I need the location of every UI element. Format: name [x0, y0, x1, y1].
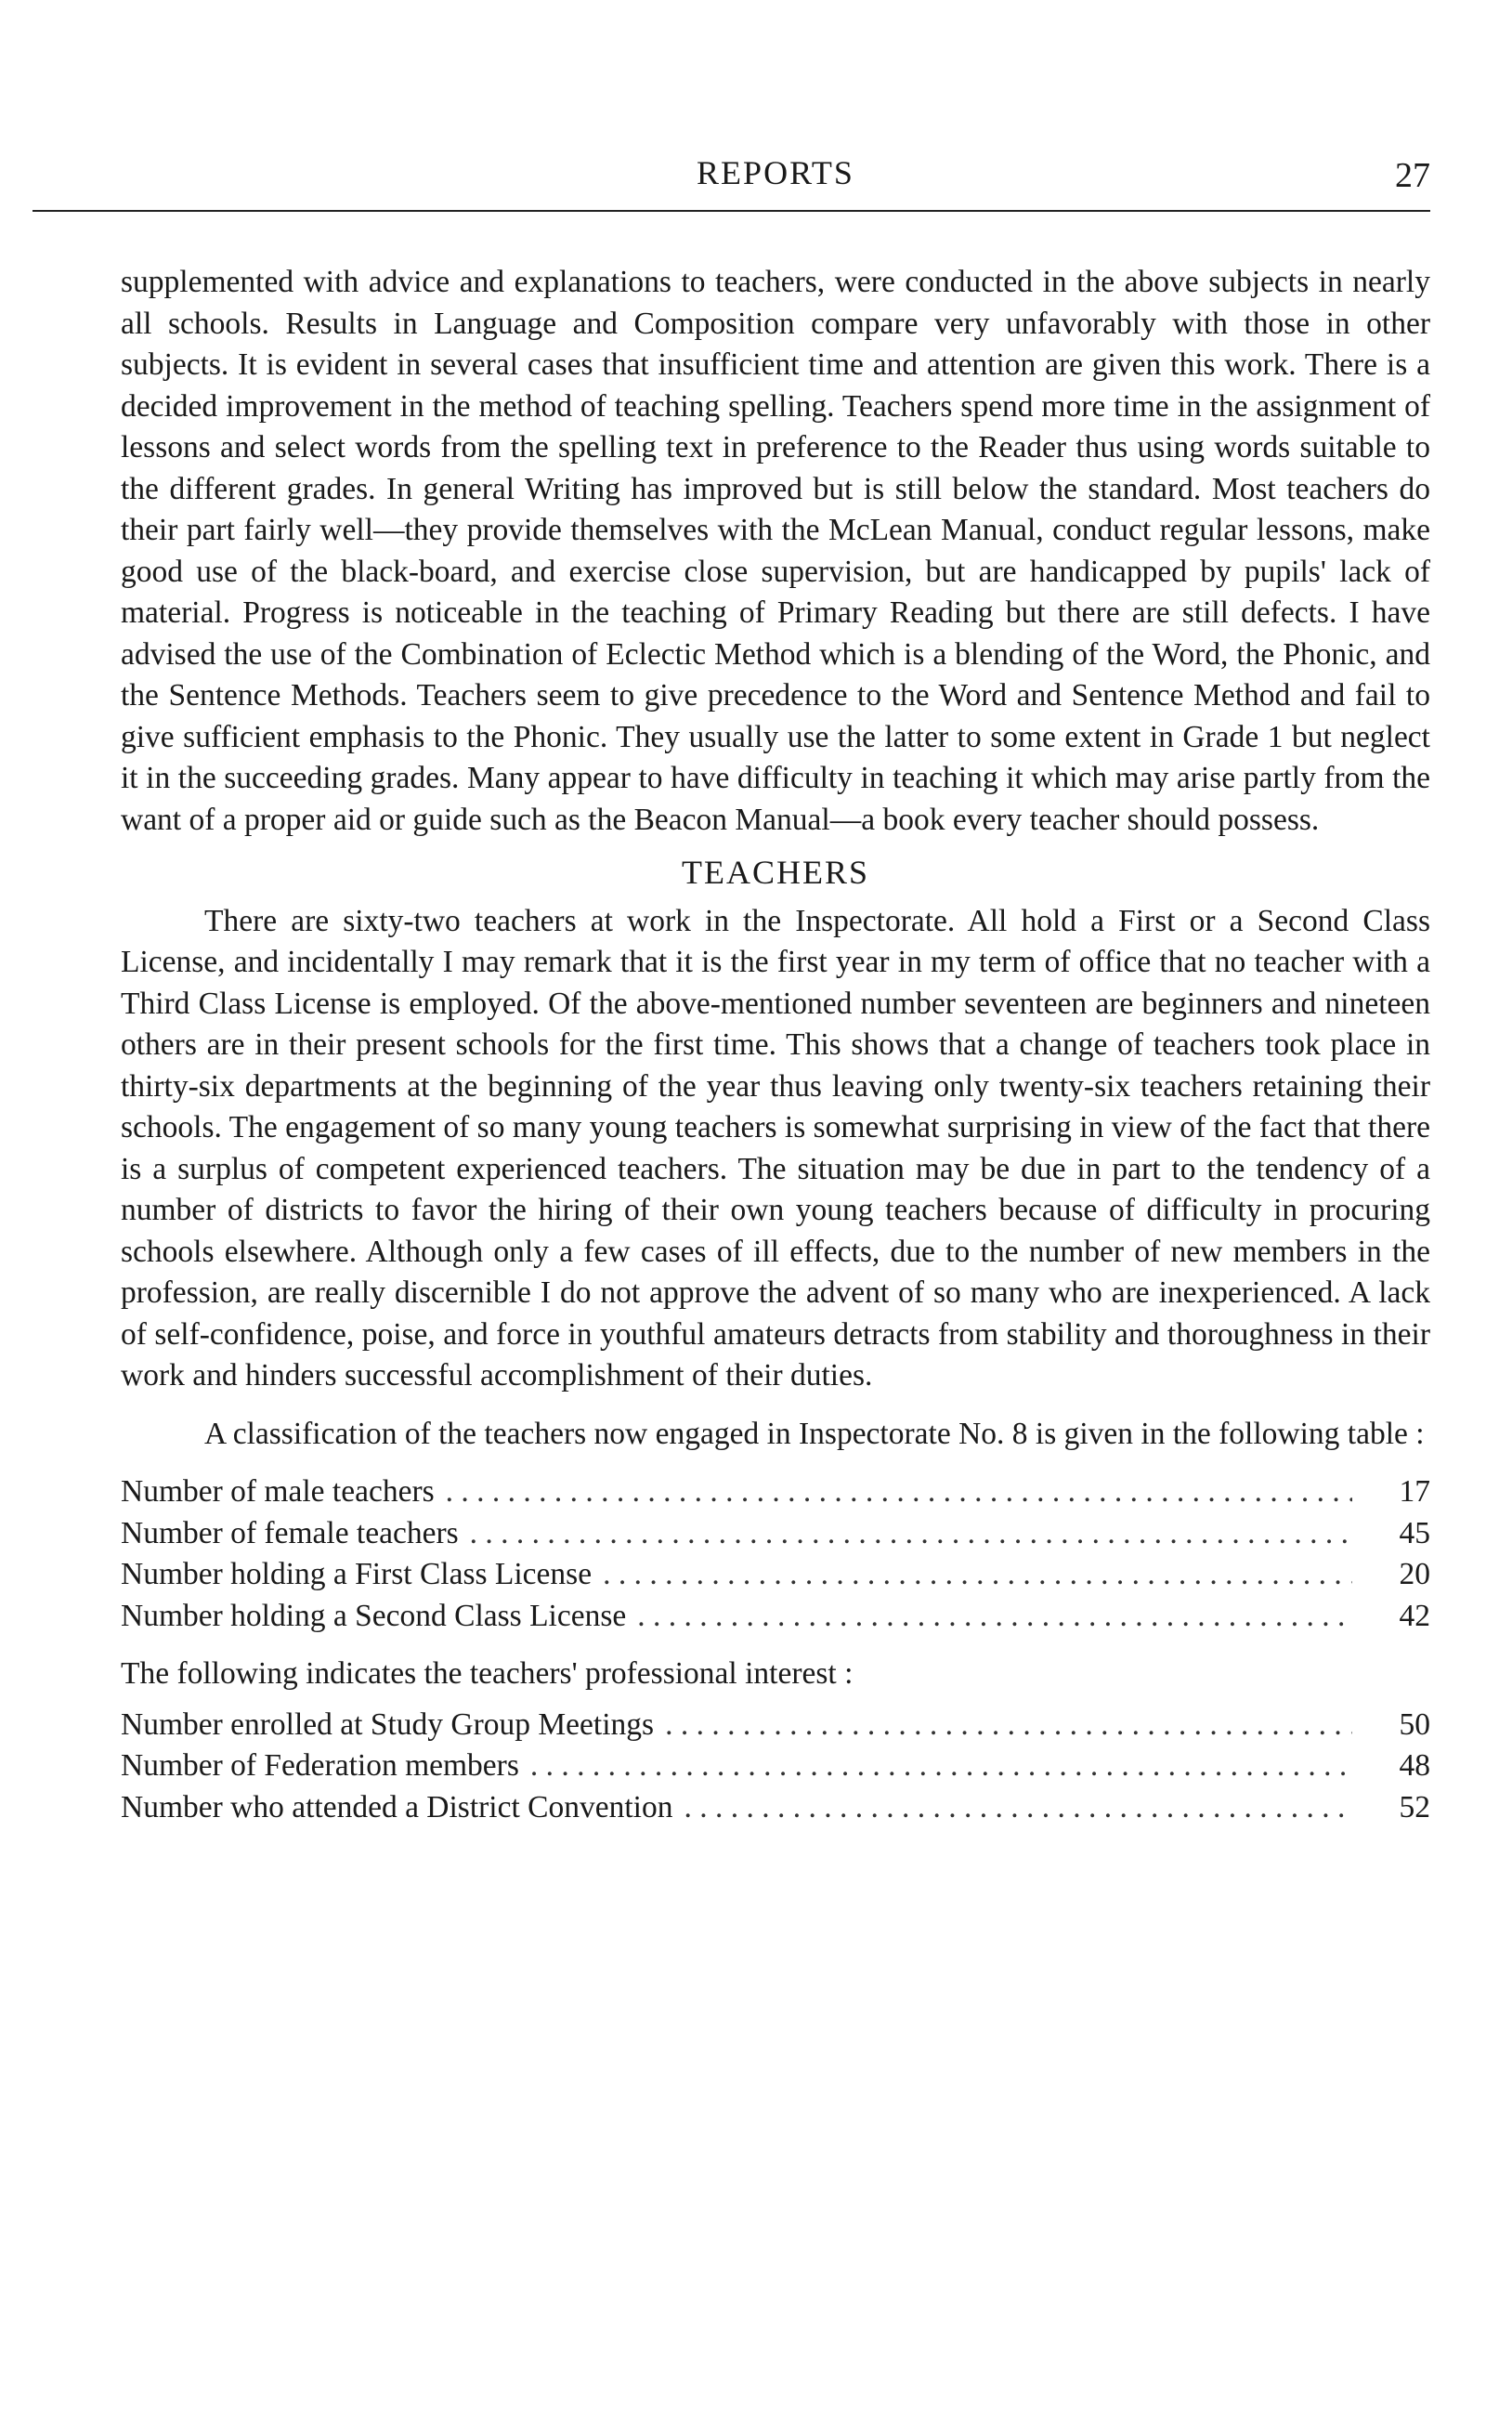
- table-row: [121, 1746, 1430, 1787]
- leader-dots: [446, 1471, 1352, 1513]
- section-heading-teachers: TEACHERS: [681, 854, 869, 891]
- leader-dots: [684, 1787, 1353, 1829]
- table-row: [121, 1554, 1430, 1596]
- table-row: [121, 1596, 1430, 1638]
- table-row: [121, 1513, 1430, 1555]
- row-value: 52: [1399, 1789, 1430, 1824]
- row-label: Number holding a First Class License: [121, 1557, 593, 1591]
- page-number: 27: [1395, 156, 1430, 195]
- row-value: 42: [1399, 1598, 1430, 1633]
- body-text: [121, 262, 1430, 1828]
- row-label: Number who attended a District Convention: [121, 1789, 673, 1824]
- header-rule: [33, 210, 1430, 212]
- interest-table: [121, 1705, 1430, 1829]
- row-label: Number of female teachers: [121, 1515, 459, 1550]
- row-label: Number of male teachers: [121, 1474, 435, 1509]
- paragraph-teachers-2: A classification of the teachers now engaged in Inspectorate No. 8 is given in the following table :: [204, 1416, 1425, 1451]
- row-value: 48: [1399, 1748, 1430, 1783]
- row-value: 17: [1399, 1474, 1430, 1509]
- table-row: [121, 1787, 1430, 1829]
- paragraph-continued: supplemented with advice and explanations to teachers, were conducted in the above subjects in nearly all schools. Results in Language and Composition compare very unfavorably with those in other subjects. It is evident in several cases that insufficient time and attention are given this work. There is a decided improvement in the method of teaching spelling. Teachers spend more time in the assignment of lessons and select words from the spelling text in preference to the Reader thus using words suitable to the different grades. In general Writing has improved but is still below the standard. Most teachers do their part fairly well—they provide themselves with the McLean Manual, conduct regular lessons, make good use of the black-board, and exercise close supervision, but are handicapped by pupils' lack of material. Progress is noticeable in the teaching of Primary Reading but there are still defects. I have advised the use of the Combination of Eclectic Method which is a blending of the Word, the Phonic, and the Sentence Methods. Teachers seem to give precedence to the Word and Sentence Method and fail to give sufficient emphasis to the Phonic. They usually use the latter to some extent in Grade 1 but neglect it in the succeeding grades. Many appear to have difficulty in teaching it which may arise partly from the want of a proper aid or guide such as the Beacon Manual—a book every teacher should possess.: [121, 265, 1430, 837]
- interest-intro: The following indicates the teachers' professional interest :: [121, 1656, 854, 1691]
- leader-dots: [530, 1746, 1352, 1787]
- row-label: Number enrolled at Study Group Meetings: [121, 1706, 655, 1742]
- row-value: 50: [1399, 1706, 1430, 1742]
- row-value: 45: [1399, 1515, 1430, 1550]
- running-title: REPORTS: [697, 154, 854, 191]
- leader-dots: [665, 1705, 1352, 1746]
- page-header: [121, 153, 1430, 200]
- leader-dots: [637, 1596, 1352, 1638]
- paragraph-gap: [121, 1397, 1430, 1414]
- row-label: Number of Federation members: [121, 1748, 519, 1783]
- table-row: [121, 1471, 1430, 1513]
- paragraph-teachers-1: There are sixty-two teachers at work in the Inspectorate. All hold a First or a Second Class License, and incidentally I may remark that it is the first year in my term of office that no teacher with a Third Class License is employed. Of the above-mentioned number seventeen are beginners and nineteen others are in their present schools for the first time. This shows that a change of teachers took place in thirty-six departments at the beginning of the year thus leaving only twenty-six teachers retaining their schools. The engagement of so many young teachers is somewhat surprising in view of the fact that there is a surplus of competent experienced teachers. The situation may be due in part to the tendency of a number of districts to favor the hiring of their own young teachers because of difficulty in procuring schools elsewhere. Although only a few cases of ill effects, due to the number of new members in the profession, are really discernible I do not approve the advent of so many who are inexperienced. A lack of self-confidence, poise, and force in youthful amateurs detracts from stability and thoroughness in their work and hinders successful accomplishment of their duties.: [121, 903, 1430, 1393]
- table-row: [121, 1705, 1430, 1746]
- classification-table: [121, 1471, 1430, 1637]
- leader-dots: [470, 1513, 1352, 1555]
- row-value: 20: [1399, 1557, 1430, 1591]
- leader-dots: [603, 1554, 1352, 1596]
- row-label: Number holding a Second Class License: [121, 1598, 627, 1633]
